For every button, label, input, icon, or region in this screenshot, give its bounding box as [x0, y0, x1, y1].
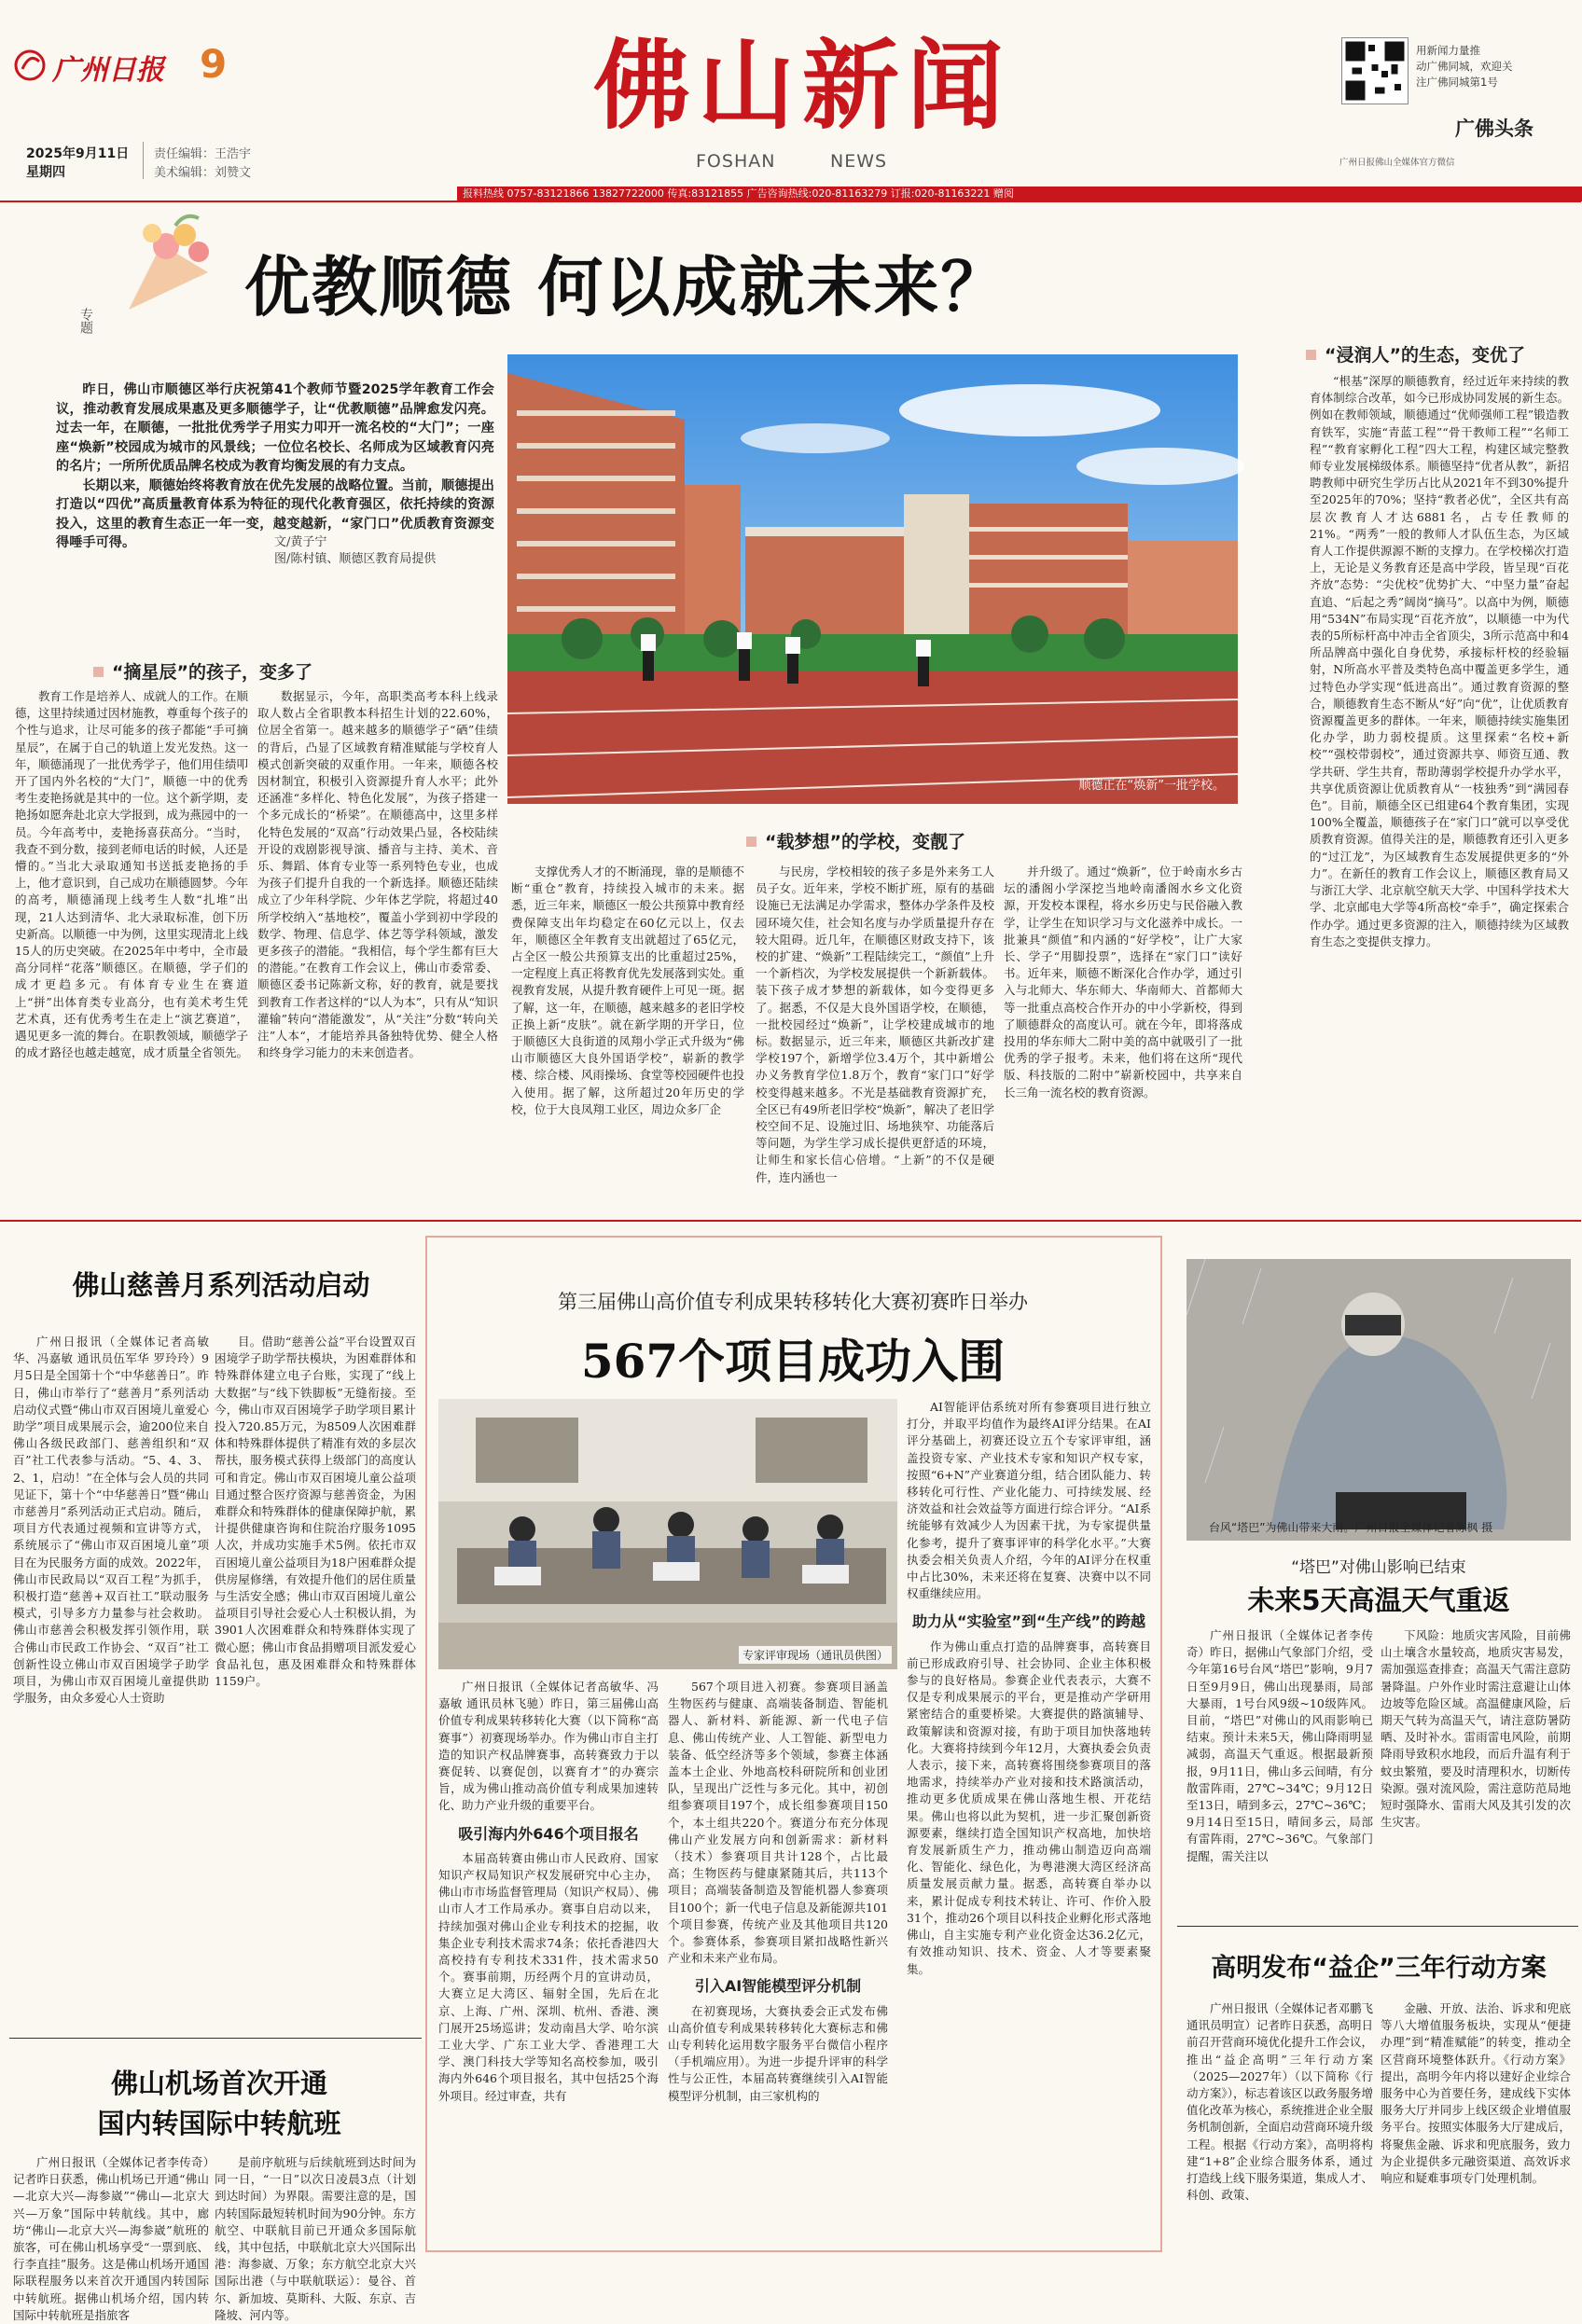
section-rule — [9, 2038, 422, 2039]
article-text: 本届高转赛由佛山市人民政府、国家知识产权局知识产权发展研究中心主办，佛山市市场监督管理局（知识产权局）、佛山市人才工作局承办。赛事自启动以来，持续加强对佛山企业专利技术的挖掘，收集企业专利技术需求74条；依托香港四大高校持有专利技术331件，技术需求50个。赛事前期，历经两个月的宣讲动员，大赛立足大湾区、辐射全国，先后在北京、上海、广州、深圳、杭州、香港、澳门展开25场巡讲；发动南昌大学、哈尔滨工业大学、广东工业大学、香港理工大学、澳门科技大学等知名高校参加，吸引海内外646个项目报名，其中包括25个海外项目。经过审查，共有 — [438, 1850, 659, 2103]
article-text: 下风险：地质灾害风险，目前佛山土壤含水量较高，地质灾害易发，需加强巡查排查；高温天气需注意防暑降温。户外作业时需注意避让山体边坡等危险区域。高温健康风险，后期天气转为高温天气，请注意防暑防晒、及时补水。雷雨雷电风险，前期降雨导致积水地段，而后升温有利于蚊虫繁殖，要及时清理积水，切断传染源。强对流风险，需注意防范局地短时强降水、雷雨大风及其引发的次生灾害。 — [1381, 1628, 1571, 1830]
lead-intro-paragraph: 长期以来，顺德始终将教育放在优先发展的战略位置。当前，顺德提出打造以“四优”高质量教育体系为特征的现代化教育强区，依托持续的资源投入，这里的教育生态正一年一变，越变越新，“家门口”优质教育资源变得唾手可得。 — [56, 477, 494, 550]
school-photo-illustration — [507, 354, 1238, 804]
section-sub-right: NEWS — [830, 151, 888, 172]
section2-col1 — [511, 864, 744, 1185]
section2-col2 — [756, 864, 994, 1185]
section-marker-icon — [93, 667, 104, 677]
airport-headline-2: 国内转国际中转航班 — [97, 2108, 341, 2139]
patent-kicker: 第三届佛山高价值专利成果转移转化大赛初赛昨日举办 — [558, 1291, 1028, 1313]
paper-logo — [13, 47, 200, 87]
weather-kicker: “塔巴”对佛山影响已结束 — [1291, 1558, 1466, 1577]
patent-subhead: 吸引海内外646个项目报名 — [458, 1824, 639, 1843]
article-text: 广州日报讯（全媒体记者高敏华、冯嘉敏 通讯员林飞驰）昨日，第三届佛山高价值专利成果转移转化大赛（以下简称“高赛事”）初赛现场举办。作为佛山市自主打造的知识产权品牌赛事，高转赛致力于以赛促转、以赛促创，以赛育才”的办赛宗旨，成为佛山推动高价值专利成果加速转化、助力产业升级的重要平台。 — [438, 1680, 659, 1813]
charity-col1 — [13, 1334, 209, 2019]
article-text: 支撑优秀人才的不断涌现，靠的是顺德不断“重仓”教育，持续投入城市的未来。据悉，近三年来，顺德区一般公共预算中教育经费保障支出年均稳定在60亿元以上，仅去年，顺德区全年教育支出就超过了65亿元，占全区一般公共预算支出的比重超过25%，一定程度上真正将教育优先发展落到实处。重视教育发展，从提升教育硬件上可见一斑。据了解，这一年，在顺德，越来越多的老旧学校正换上新“皮肤”。就在新学期的开学日，位于顺德区大良街道的凤翔小学正式升级为“佛山市顺德区大良外国语学校”，崭新的教学楼、综合楼、风雨操场、食堂等校园硬件也投入使用。据了解，这所超过20年历史的学校，位于大良凤翔工业区，周边众多厂企 — [511, 865, 745, 1116]
article-text: 作为佛山重点打造的品牌赛事，高转赛目前已形成政府引导、社会协同、企业主体积极参与的良好格局。参赛企业代表表示，大赛不仅是专利成果展示的平台，更是推动产学研用紧密结合的重要桥梁。大赛提供的路演辅导、政策解读和资源对接，有助于项目加快落地转化。大赛将持续到今年12月，大赛执委会负责人表示，接下来，高转赛将围绕参赛项目的落地需求，持续举办产业对接和技术路演活动，推动更多优质成果在佛山落地生根、开花结果。佛山也将以此为契机，进一步汇聚创新资源要素，继续打造全国知识产权高地，加快培育发展新质生产力，推动佛山制造迈向高端化、智能化、绿色化，为粤港澳大湾区经济高质量发展贡献力量。据悉，高转赛自举办以来，累计促成专利技术转让、许可、作价入股31个，推动26个项目以科技企业孵化形式落地佛山，自主实施专利产业化资金达36.2亿元，有效推动知识、技术、资金、人才等要素聚集。 — [907, 1639, 1151, 1976]
qr-caption: 广州日报佛山全媒体官方微信 — [1339, 158, 1455, 168]
article-text: 并升级了。通过“焕新”，位于岭南水乡古坛的潘阁小学深挖当地岭南潘阁水乡文化资源，开发校本课程，将水乡历史与民俗融入教学，让学生在知识学习与文化滋养中成长。一批兼具“颜值”和内涵的“好学校”，让广大家长、学子“用脚投票”，选择在“家门口”读好书。近年来，顺德不断深化合作办学，通过引入与北师大、华东师大、华南师大、首都师大等一批重点高校合作开办的中小学新校，得到了顺德群众的高度认可。就在今年，即将落成投用的华东师大二附中美的高中就吸引了一批优秀的学子报考。未来，他们将在这所“现代版、科技版的二附中”崭新校园中，共享来自长三角一流名校的教育资源。 — [1004, 865, 1242, 1100]
airport-col2 — [215, 2154, 416, 2322]
article-text: 在初赛现场，大赛执委会正式发布佛山高价值专利成果转移转化大赛标志和佛山专利转化运用数字服务平台微信小程序（手机端应用）。为进一步提升评审的科学性与公正性，本届高转赛继续引入AI智能模型评分机制，由三家机构的 — [668, 2003, 888, 2103]
lead-photo — [507, 354, 1238, 804]
section1-head — [93, 658, 312, 684]
article-text: 广州日报讯（全媒体记者高敏华、冯嘉敏 通讯员伍军华 罗玲玲）9月5日是全国第十个“中华慈善日”。昨日，佛山市举行了“慈善月”系列活动启动仪式暨“佛山市双百困境儿童爱心助学”项目成果展示会，逾200位来自佛山各级民政部门、慈善组织和“双百”社工代表参与活动。“5、4、3、2、1，启动！”在全体与会人员的共同见证下，第十个“中华慈善日”暨“佛山市慈善月”系列活动正式启动。随后，项目方代表通过视频和宣讲等方式，系统展示了“佛山市双百困境儿童”项目在为民服务方面的成效。2022年，佛山市民政局以“双百工程”为抓手，积极打造“慈善+双百社工”联动服务模式，引导多方力量参与社会救助。佛山市慈善会积极发挥引领作用，联合佛山市民政工作协会、“双百”社工创新性设立佛山市双百困境学子助学项目，为佛山市双百困境儿童提供助学服务，由众多爱心人士资助 — [13, 1335, 209, 1706]
divider — [143, 142, 144, 179]
masthead-rule — [0, 201, 1581, 202]
qr-note-line: 动广佛同城，欢迎关 — [1416, 60, 1513, 73]
section3-col — [1310, 373, 1569, 1184]
patent-col1 — [438, 1679, 659, 2248]
article-text: 广州日报讯（全媒体记者邓鹏飞 通讯员明宣）记者昨日获悉，高明日前召开营商环境优化提升工作会议，推出“益企高明”三年行动方案（2025—2027年）（以下简称《行动方案》），标志着该区以政务服务增值化改革为核心，系统推进企业全服务机制创新，全面启动营商环境升级工程。根据《行动方案》，高明将构建“1+8”企业综合服务体系，通过打造线上线下服务渠道，集成人才、科创、政策、 — [1186, 2001, 1374, 2203]
issue-weekday: 星期四 — [26, 165, 65, 180]
airport-col1 — [13, 2154, 209, 2322]
editor-credit: 责任编辑：王浩宇 — [154, 147, 252, 161]
feature-tag — [76, 308, 103, 334]
gaoming-col1 — [1186, 2000, 1373, 2252]
page-number: 9 — [200, 41, 228, 87]
section1-col1 — [15, 688, 248, 1183]
article-text: 目。借助“慈善公益”平台设置双百困境学子助学帮扶模块，为困难群体和特殊群体建立电子台账，实现了“线上大数据”与“线下铁脚板”无缝衔接。至今，佛山市双百困境学子助学项目累计投入720.85万元，为8509人次困难群体和特殊群体提供了精准有效的多层次帮扶，服务模式获得上级部门的高度认可和肯定。佛山市双百困境儿童公益项目通过整合医疗资源与慈善资金，为困难群众和特殊群体的健康保障护航，累计提供健康咨询和住院治疗服务1095人次，并成功实施手术5例。依托市双百困境儿童公益项目为18户困难群众提供房屋修缮，有效提升他们的居住质量与生活安全感；佛山市双百困境儿童公益项目引导社会爱心人士积极认捐，为3901人次困难群众和特殊群体实现了微心愿；佛山市食品捐赠项目派发爱心食品礼包，惠及困难群众和特殊群体1159户。 — [215, 1335, 416, 1689]
lead-headline: 优教顺德 何以成就未来？ — [244, 248, 1008, 325]
section-sub-left: FOSHAN — [696, 151, 776, 172]
gaoming-headline: 高明发布“益企”三年行动方案 — [1211, 1954, 1547, 1983]
patent-headline: 567个项目成功入围 — [580, 1334, 1006, 1389]
lead-intro — [56, 380, 494, 553]
qr-note-line: 注广佛同城第1号 — [1416, 76, 1498, 89]
review-scene-illustration — [438, 1399, 897, 1669]
qr-note — [1416, 43, 1513, 90]
article-text: 广州日报讯（全媒体记者李传奇）昨日，据佛山气象部门介绍，受今年第16号台风“塔巴”影响，9月7日至9月9日，佛山出现暴雨，局部大暴雨，1号台风9级~10级阵风。目前，“塔巴”对佛山的风雨影响已结束。预计未来5天，佛山降雨明显减弱，高温天气重返。根据最新预报，9月11日，佛山多云间晴，有分散雷阵雨，27℃~34℃；9月12日至13日，晴到多云，27℃~36℃；9月14日至15日，晴间多云，局部有雷阵雨，27℃~36℃。气象部门提醒，需关注以 — [1186, 1628, 1374, 1863]
charity-col2 — [215, 1334, 416, 2019]
article-text: 567个项目进入初赛。参赛项目涵盖生物医药与健康、高端装备制造、智能机器人、新材料、新能源、新一代电子信息、佛山传统产业、人工智能、新型电力装备、低空经济等多个领域，参赛主体涵盖本土企业、外地高校科研院所和创业团队，呈现出广泛性与多元化。其中，初创组参赛项目197个，成长组参赛项目150个，本土组共220个。赛道分布充分体现佛山产业发展方向和创新需求：新材料（技术）参赛项目共计128个，占比最高；生物医药与健康紧随其后，共113个项目；高端装备制造及智能机器人参赛项目100个；新一代电子信息及新能源共101个项目参赛，传统产业及其他项目共120个。参赛体系，参赛项目紧扣战略性新兴产业和未来产业布局。 — [668, 1680, 888, 1966]
section-rule — [1177, 1926, 1578, 1927]
weather-col1 — [1186, 1627, 1373, 1944]
charity-headline: 佛山慈善月系列活动启动 — [72, 1269, 370, 1301]
art-editor-credit: 美术编辑：刘赞文 — [154, 166, 252, 180]
paper-name: 广州日报 — [52, 54, 164, 87]
gaoming-col2 — [1381, 2000, 1571, 2252]
flower-decoration — [110, 207, 231, 319]
section-rule — [0, 1220, 1581, 1222]
patent-col3 — [907, 1399, 1151, 2248]
article-text: 广州日报讯（全媒体记者李传奇）记者昨日获悉，佛山机场已开通“佛山—北京大兴—海参崴”“佛山—北京大兴—万象”国际中转航线。其中，廊坊“佛山—北京大兴—海参崴”航班的旅客，可在佛山机场享受“一票到底、行李直挂”服务。这是佛山机场开通国际联程服务以来首次开通国内转国际中转航班。据佛山机场介绍，国内转国际中转航班是指旅客 — [13, 2155, 209, 2322]
patent-subhead: 助力从“实验室”到“生产线”的跨越 — [911, 1612, 1146, 1631]
weather-photo — [1186, 1259, 1571, 1541]
article-text: 教育工作是培养人、成就人的工作。在顺德，这里持续通过因材施教，尊重每个孩子的个性与追求，让尽可能多的孩子都能“手可摘星辰”，在属于自己的轨道上发光发热。这一年，顺德涌现了一批优秀学子，他们用佳绩叩开了国内外名校的“大门”，顺德一中的优秀考生麦艳扬就是其中的一位。这个新学期，麦艳扬如愿奔赴北京大学报到，成为燕园中的一员。今年高考中，麦艳扬喜获高分。“当时，我查不到分数，接到老师电话的时候，人还是懵的。”当北大录取通知书送抵麦艳扬的手上，他才意识到，自己成功在顺德圆梦。今年的高考，顺德涌现上线考生人数“扎堆”出现，21人达到清华、北大录取标准，创下历史新高。以顺德一中为例，这里实现清北上线15人的历史突破。在2025年中考中，全市最高分同样“花落”顺德区。在顺德，学子们的成才更趋多元。有体育专业生在赛道上“拼”出体育类专业高分，也有美术考生凭艺术真，还有优秀考生在走上“演艺赛道”，遇见更多一流的舞台。在职教领域，顺德学子的成才路径也越走越宽，成才质量全省领先。 — [15, 689, 249, 1060]
lead-intro-paragraph: 昨日，佛山市顺德区举行庆祝第41个教师节暨2025学年教育工作会议，推动教育发展成果惠及更多顺德学子，让“优教顺德”品牌愈发闪亮。过去一年，在顺德，一批批优秀学子用实力叩开一流名校的“大门”；一座座“焕新”校园成为城市的风景线；一位位名校长、名师成为区域教育闪亮的名片；一所所优质品牌名校成为教育均衡发展的有力支点。 — [56, 382, 494, 474]
section3-head — [1306, 341, 1525, 367]
article-text: 是前序航班与后续航班到达时间为同一日，“一日”以次日凌晨3点（计划到达时间）为界限。需要注意的是，国内转国际最短转机时间为90分钟。东方航空、中联航目前已开通众多国际航线，其中包括，中联航北京大兴国际出港：海参崴、万象；东方航空北京大兴国际出港（与中联航联运）：曼谷、首尔、新加坡、莫斯科、大阪、东京、吉隆坡、河内等。 — [215, 2155, 416, 2322]
article-text: 与民房，学校相较的孩子多是外来务工人员子女。近年来，学校不断扩班，原有的基础设施已无法满足办学需求，整体办学条件及校园环境欠佳，社会知名度与办学质量提升存在较大阻碍。近几年，在顺德区财政支持下，该校的扩建、“焕新”工程陆续完工，“颜值”上升一个新档次，为学校发展提供一个新新载体。装下孩子成才梦想的新载体，如今变得更多了。据悉，不仅是大良外国语学校，在顺德，一批校园经过“焕新”，让学校建成城市的地标。数据显示，近三年来，顺德区共新改扩建学校197个，新增学位3.4万个，其中新增公办义务教育学位1.8万个，教育“家门口”好学校变得越来越多。不光是基础教育资源扩充，全区已有49所老旧学校“焕新”，解决了老旧学校空间不足、设施过旧、场地狭窄、功能落后等问题，为学生学习成长提供更舒适的环境，让师生和家长信心倍增。“上新”的不仅是硬件，连内涵也一 — [756, 865, 994, 1184]
guangfo-label: 广佛头条 — [1455, 118, 1533, 140]
section2-head — [746, 828, 965, 853]
paper-logo-icon — [13, 48, 47, 82]
lead-photo-credit: 图/陈村镇、顺德区教育局提供 — [274, 552, 437, 566]
patent-subhead: 引入AI智能模型评分机制 — [694, 1977, 862, 1996]
weather-headline: 未来5天高温天气重返 — [1247, 1584, 1510, 1616]
article-text: 数据显示，今年，高职类高考本科上线录取人数占全省职教本科招生计划的22.60%，位居全省第一。越来越多的顺德学子“硒”佳绩的背后，凸显了区域教育精准赋能与学校育人模式创新突破的双重作用。一年来，顺德各校因材制宜，积极引入资源提升育人水平；此外还涵准“多样化、特色化发展”，为孩子搭建一个多元成长的“桥梁”。在顺德高中，这里多样化特色发展的“双高”行动效果凸显，各校陆续开设的戏剧影视导演、播音与主持、美术、音乐、舞蹈、体育专业等一系列特色专业，也成为孩子们提升自我的一个新选择。顺德还陆续成立了少年科学院、少年体艺学院，将超过40所学校纳入“基地校”，覆盖小学到初中学段的数学、物理、信息学、体艺等学科领域，激发更多孩子的潜能。“我相信，每个学生都有巨大的潜能。”在教育工作会议上，佛山市委常委、顺德区委书记陈新文称，好的教育，就是要找到教育工作者这样的“以人为本”，只有从“知识灌输”转向“潜能激发”，从“关注”分数“转向关注”人本“，才能培养具备独特优势、健全人格和终身学习能力的未来创造者。 — [257, 689, 498, 1060]
patent-photo — [438, 1399, 897, 1669]
section2-col3 — [1004, 864, 1242, 1185]
weather-col2 — [1381, 1627, 1571, 1944]
section1-col2 — [257, 688, 498, 1183]
qr-code[interactable] — [1341, 37, 1409, 104]
article-text: AI智能评估系统对所有参赛项目进行独立打分，并取平均值作为最终AI评分结果。在AI评分基础上，初赛还设立五个专家评审组，涵盖投资专家、产业技术专家和知识产权专家，按照“6+N”产业赛道分组，结合团队能力、转移转化可行性、产业化能力、可持续发展、经济效益和社会效益等方面进行综合评分。“AI系统能够有效减少人为因素干扰，为专家提供量化参考，提升了赛事评审的科学化水平。”大赛执委会相关负责人介绍，今年的AI评分在权重中占比30%，未来还将在复赛、决赛中以不同权重继续应用。 — [907, 1400, 1151, 1601]
lead-photo-caption: 顺德正在“焕新”一批学校。 — [1078, 779, 1225, 793]
lead-byline: 文/黄子宁 — [274, 535, 327, 549]
section3-head-text: “浸润人”的生态，变优了 — [1325, 345, 1525, 366]
hotline-text: 报料热线 0757-83121866 13827722000 传真:83121855 广告咨询热线:020-81163279 订报:020-81163221 赠阅 — [463, 187, 1014, 200]
section-title: 佛山新闻 — [592, 28, 1011, 143]
weather-photo-caption: 台风“塔巴”为佛山带来大雨。广州日报全媒体记者陈枫 摄 — [1209, 1521, 1493, 1534]
airport-headline-1: 佛山机场首次开通 — [110, 2068, 327, 2099]
section2-head-text: “载梦想”的学校，变靓了 — [765, 832, 965, 852]
article-text: 金融、开放、法治、诉求和兜底等八大增值服务板块，实现从“便捷办理”到“精准赋能”的转变，推动全区营商环境整体跃升。《行动方案》提出，高明今年内将以建好企业综合服务中心为首要任务，建成线下实体服务大厅并同步上线区级企业增值服务平台。按照实体服务大厅建成后，将聚焦金融、诉求和兜底服务，致力为企业提供多元融资渠道、高效诉求响应和疑难事项专门处理机制。 — [1381, 2001, 1571, 2186]
section1-head-text: “摘星辰”的孩子，变多了 — [112, 662, 312, 683]
hotline-bar — [457, 187, 1582, 201]
qr-note-line: 用新闻力量推 — [1416, 44, 1480, 57]
rain-scene-illustration — [1186, 1259, 1571, 1541]
section-marker-icon — [1306, 350, 1316, 360]
patent-photo-caption: 专家评审现场（通讯员供图） — [739, 1646, 892, 1664]
patent-col2 — [668, 1679, 888, 2248]
feature-tag-text: 专题 — [78, 308, 93, 334]
qr-code-icon — [1342, 38, 1408, 104]
issue-date: 2025年9月11日 — [26, 146, 130, 161]
section-marker-icon — [746, 837, 756, 847]
masthead — [0, 0, 1581, 201]
article-text: “根基”深厚的顺德教育，经过近年来持续的教育体制综合改革，如今已形成协同发展的新生态。例如在教师领域，顺德通过“优师强师工程”锻造教育铁军，实施“青蓝工程”“骨干教师工程”“名师工程”“教育家孵化工程”四大工程，构建区域完整教师专业发展梯级体系。顺德坚持“优者从教”，新招聘教师中研究生学历占比从2021年不到30%提升至2025年的70%；坚持“教者必优”，全区共有高层次教育人才达6881名，占专任教师的21%。“两秀”一般的教师人才队伍生态，为区域育人工作提供源源不断的支撑力。在学校梯次打造上，无论是义务教育还是高中学段，皆呈现“百花齐放”态势：“尖优校”优势扩大、“中坚力量”奋起直追、“后起之秀”阔岗“摘马”。以高中为例，顺德用“534N”布局实现“百花齐放”，以顺德一中为代表的5所标杆高中冲击全省顶尖，3所示范高中和4所品牌高中强化自身优势，承接标杆校的经验辐射，N所高水平普及类特色高中覆盖更多学生，通过特色办学实现“低进高出”。通过教育资源的整合，顺德教育生态不断从“好”向“优”，让优质教育资源覆盖更多的群体。一年来，顺德持续实施集团化办学，助力弱校提质。这里探索“名校+新校”“强校带弱校”，通过资源共享、师资互通、教学共研、学生共育，帮助薄弱学校提升办学水平，共享优质资源让优质教育从“一枝独秀”到“满园春色”。目前，顺德全区已组建64个教育集团，实现100%全覆盖，顺德孩子在“家门口”就可以享受优质教育资源。值得关注的是，顺德教育还引入更多的“过江龙”，为区域教育生态发展提供更多的“外力”。在新任的教育工作会议上，顺德区教育局又与浙江大学、北京航空航天大学、中国科学技术大学、北京邮电大学等4所高校“牵手”，确定探索合作办学。通过更多资源的注入，顺德持续为区域教育生态之变提供支撑力。 — [1310, 374, 1569, 948]
